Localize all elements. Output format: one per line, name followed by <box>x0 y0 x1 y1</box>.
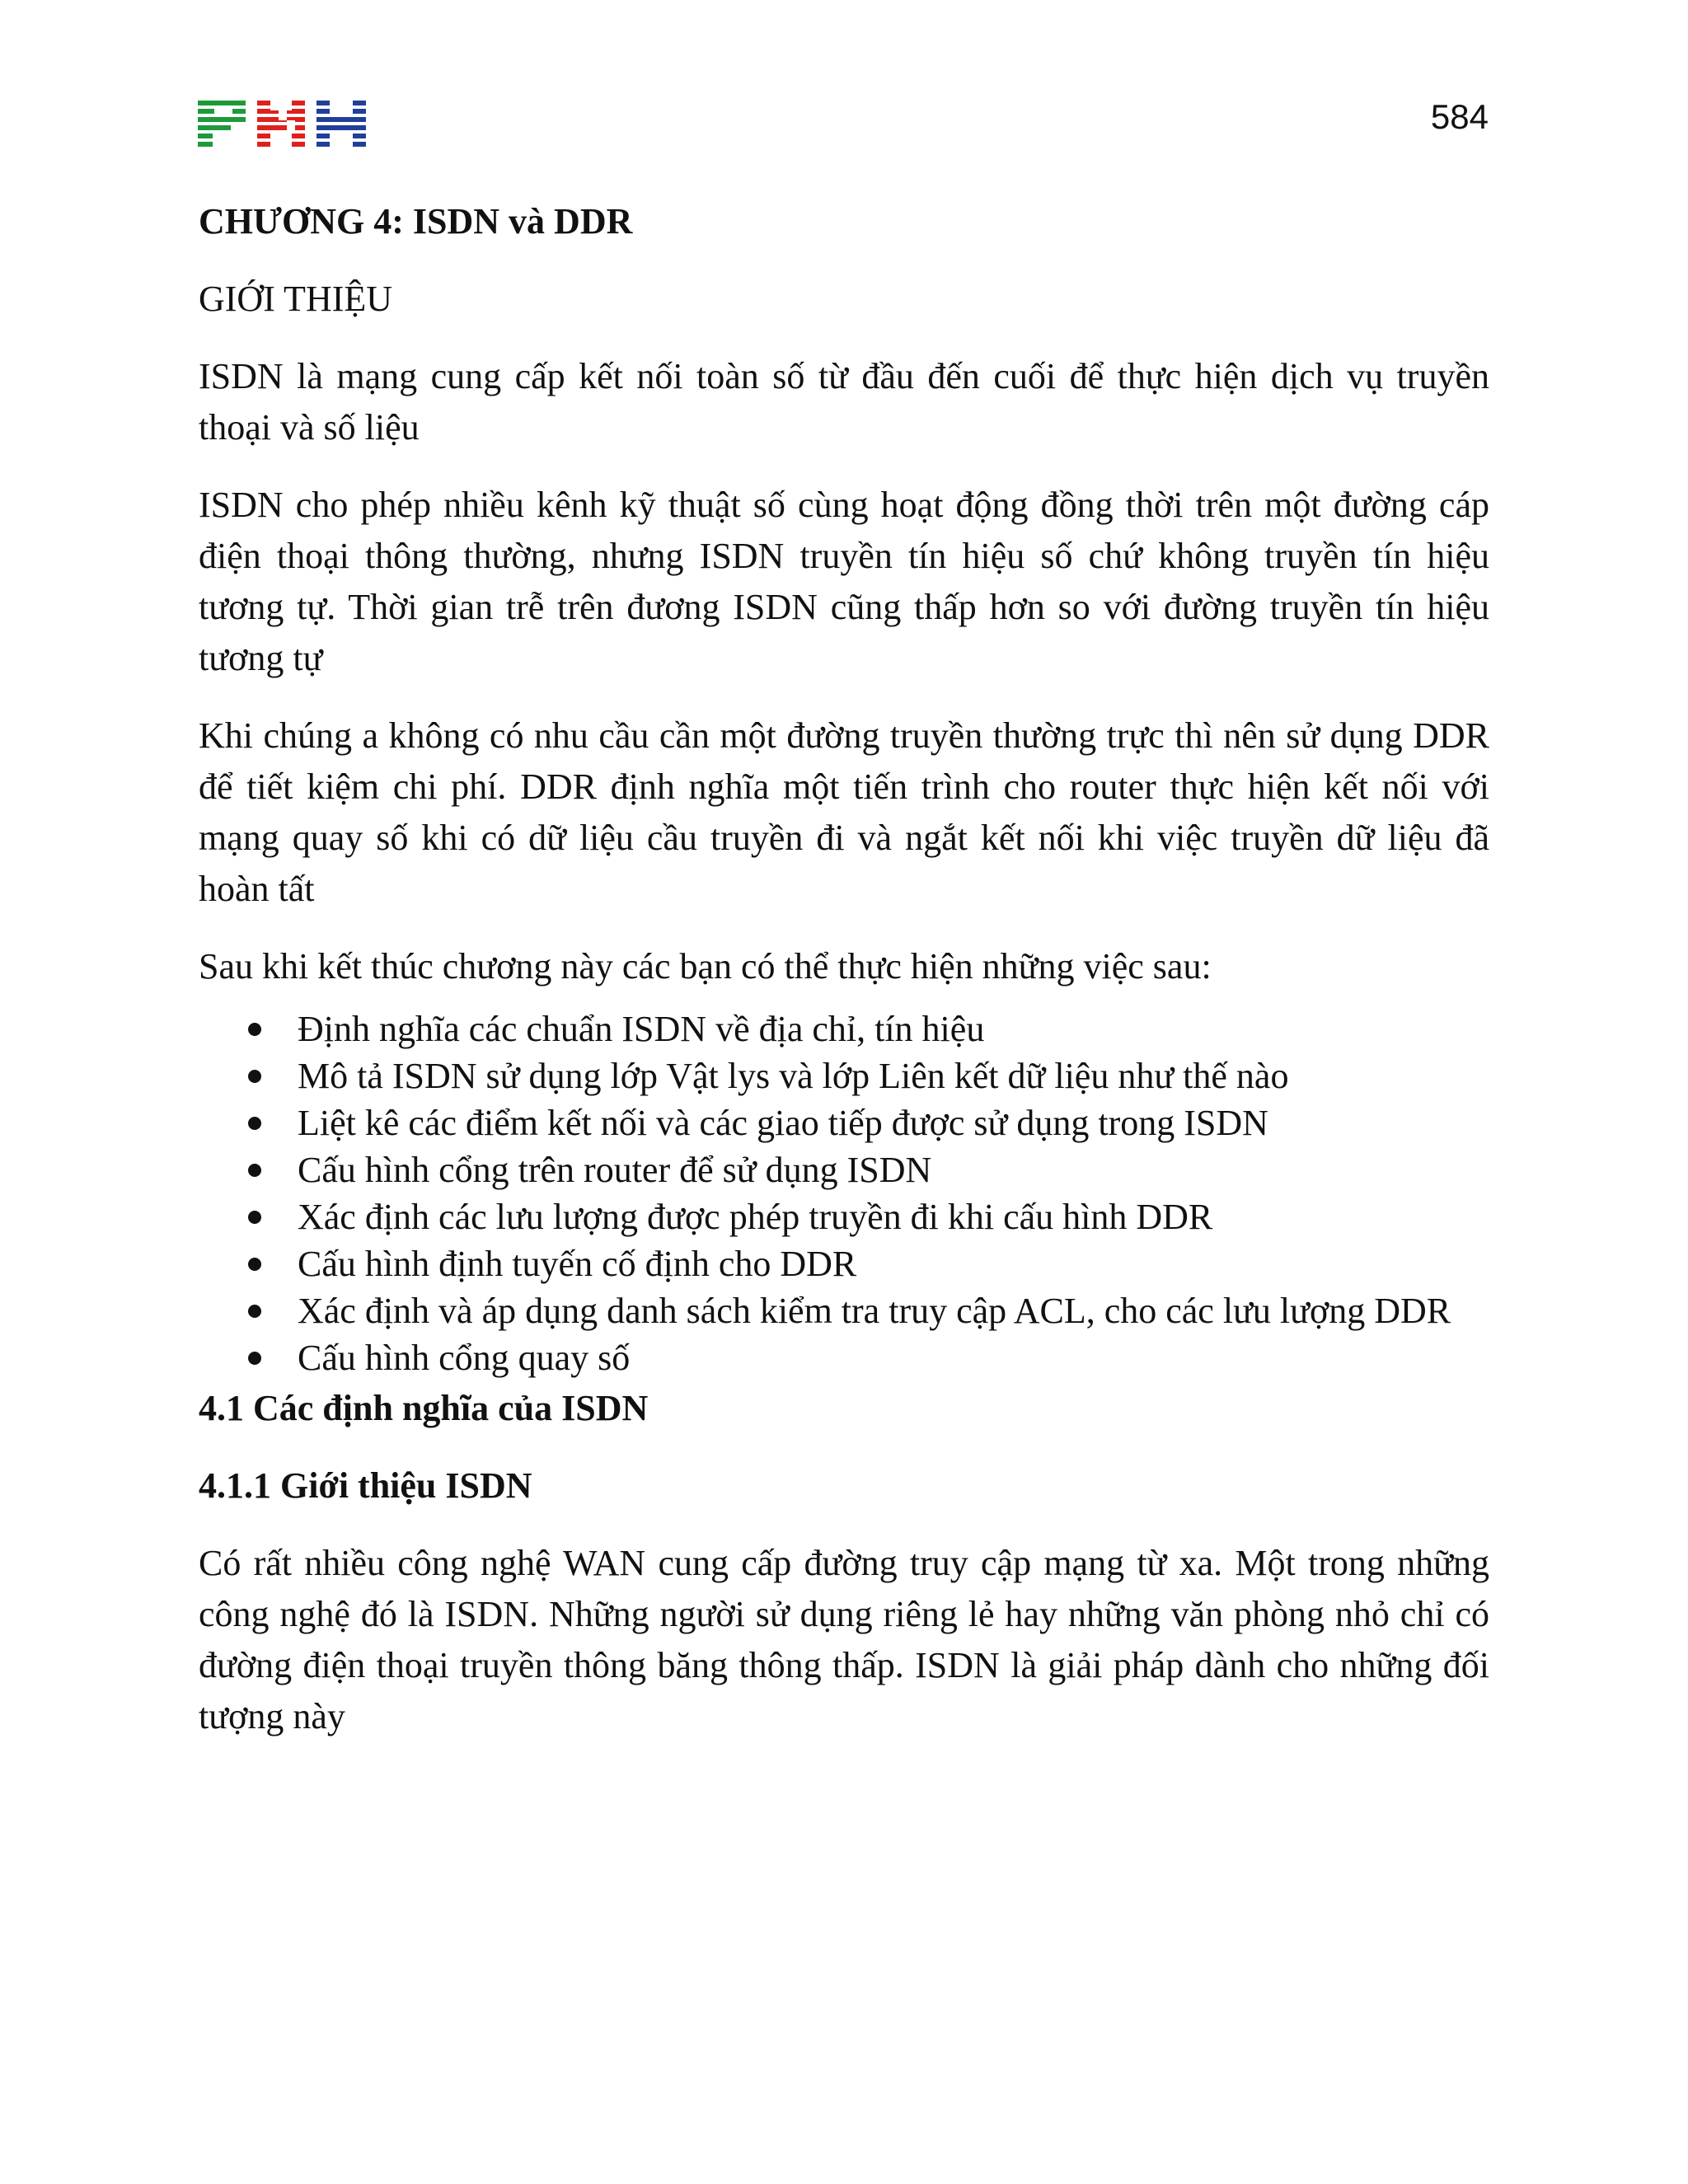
list-item-text: Mô tả ISDN sử dụng lớp Vật lys và lớp Liên kết dữ liệu như thế nào <box>298 1056 1289 1096</box>
list-item <box>199 1101 1489 1146</box>
intro-paragraph: ISDN cho phép nhiều kênh kỹ thuật số cùng hoạt động đồng thời trên một đường cáp điện thoại thông thường, nhưng ISDN truyền tín hiệu số chứ không truyền tín hiệu tương tự. Thời gian trễ trên đương ISDN cũng thấp hơn so với đường truyền tín hiệu tương tự <box>199 485 1489 678</box>
list-item-text: Xác định các lưu lượng được phép truyền đi khi cấu hình DDR <box>298 1197 1213 1237</box>
intro-paragraph: ISDN là mạng cung cấp kết nối toàn số từ đầu đến cuối để thực hiện dịch vụ truyền thoại và số liệu <box>199 356 1489 448</box>
section-heading-4-1: 4.1 Các định nghĩa của ISDN <box>199 1388 649 1428</box>
list-item-text: Định nghĩa các chuẩn ISDN về địa chỉ, tín hiệu <box>298 1009 985 1049</box>
list-item <box>199 1289 1489 1333</box>
bullet-icon <box>248 1023 261 1036</box>
bullet-icon <box>248 1258 261 1271</box>
page-number: 584 <box>1430 97 1489 136</box>
bullet-icon <box>248 1117 261 1130</box>
page-content <box>199 196 1489 1769</box>
list-item <box>199 1148 1489 1193</box>
section-heading-4-1-1: 4.1.1 Giới thiệu ISDN <box>199 1465 532 1506</box>
list-item-text: Xác định và áp dụng danh sách kiểm tra truy cập ACL, cho các lưu lượng DDR <box>298 1291 1451 1331</box>
list-item-text: Cấu hình cổng quay số <box>298 1338 631 1378</box>
bullet-icon <box>248 1305 261 1318</box>
list-item <box>199 1195 1489 1240</box>
bullet-icon <box>248 1211 261 1224</box>
list-item <box>199 1054 1489 1099</box>
list-item-text: Liệt kê các điểm kết nối và các giao tiếp được sử dụng trong ISDN <box>298 1103 1268 1143</box>
list-item <box>199 1242 1489 1286</box>
intro-paragraph: Khi chúng a không có nhu cầu cần một đường truyền thường trực thì nên sử dụng DDR để tiết kiệm chi phí. DDR định nghĩa một tiến trình cho router thực hiện kết nối với mạng quay số khi có dữ liệu cầu truyền đi và ngắt kết nối khi việc truyền dữ liệu đã hoàn tất <box>199 715 1489 909</box>
bullet-icon <box>248 1352 261 1365</box>
objectives-lead-in: Sau khi kết thúc chương này các bạn có thể thực hiện những việc sau: <box>199 946 1212 987</box>
list-item <box>199 1336 1489 1380</box>
pnh-logo <box>198 101 366 148</box>
section-body-paragraph: Có rất nhiều công nghệ WAN cung cấp đường truy cập mạng từ xa. Một trong những công nghệ đó là ISDN. Những người sử dụng riêng lẻ hay những văn phòng nhỏ chỉ có đường điện thoại truyền thông băng thông thấp. ISDN là giải pháp dành cho những đối tượng này <box>199 1543 1489 1736</box>
bullet-icon <box>248 1070 261 1083</box>
objectives-list <box>199 1007 1489 1380</box>
bullet-icon <box>248 1164 261 1177</box>
list-item <box>199 1007 1489 1052</box>
chapter-title: CHƯƠNG 4: ISDN và DDR <box>199 201 633 241</box>
list-item-text: Cấu hình cổng trên router để sử dụng ISDN <box>298 1150 932 1190</box>
intro-heading: GIỚI THIỆU <box>199 279 393 319</box>
list-item-text: Cấu hình định tuyến cố định cho DDR <box>298 1244 857 1284</box>
